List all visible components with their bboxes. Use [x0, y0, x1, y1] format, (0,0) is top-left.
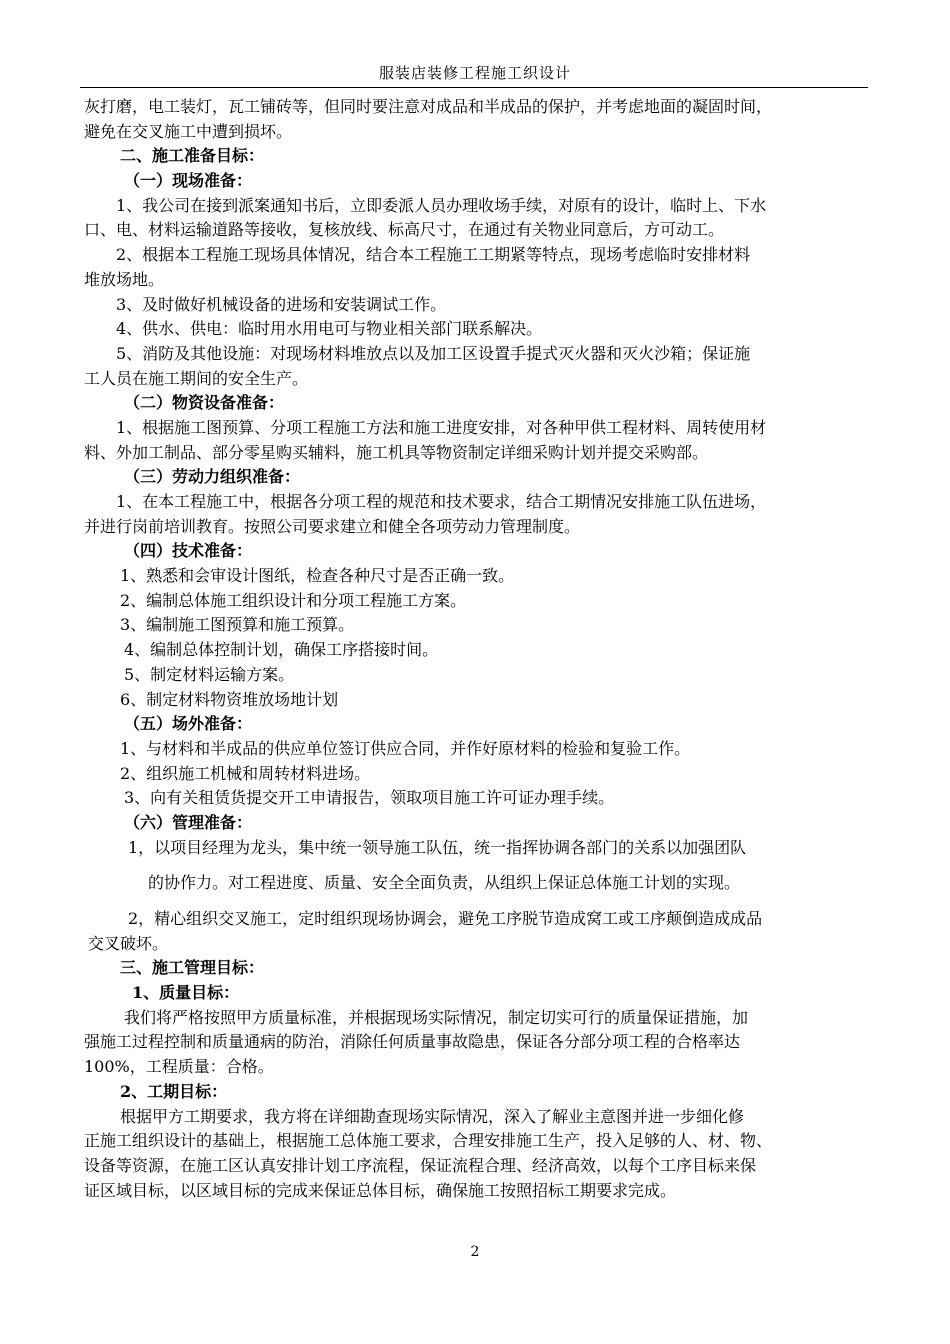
paragraph-line: 正施工组织设计的基础上，根据施工总体施工要求，合理安排施工生产，投入足够的人、材、物、: [84, 1131, 773, 1151]
spacer: [84, 860, 872, 871]
document-body: [84, 95, 872, 1203]
subsection-heading: 2、工期目标：: [120, 1081, 228, 1101]
paragraph-line: 1、与材料和半成品的供应单位签订供应合同，并作好原材料的检验和复验工作。: [120, 738, 691, 758]
paragraph-line: 1、熟悉和会审设计图纸，检查各种尺寸是否正确一致。: [120, 566, 515, 586]
paragraph-line: 2、根据本工程施工现场具体情况，结合本工程施工工期紧等特点，现场考虑临时安排材料: [116, 245, 751, 265]
subsection-heading: （五）场外准备：: [124, 714, 253, 734]
subsection-heading: （一）现场准备：: [124, 171, 253, 191]
paragraph-line: 1，以项目经理为龙头，集中统一领导施工队伍，统一指挥协调各部门的关系以加强团队: [128, 837, 747, 857]
paragraph-line: 证区域目标，以区域目标的完成来保证总体目标，确保施工按照招标工期要求完成。: [84, 1180, 677, 1200]
section-heading: 三、施工管理目标：: [120, 958, 265, 978]
paragraph-line: 4、供水、供电：临时用水用电可与物业相关部门联系解决。: [116, 319, 543, 339]
paragraph-line: 6、制定材料物资堆放场地计划: [120, 689, 339, 709]
page-number: 2: [470, 1244, 480, 1260]
paragraph-line: 3、编制施工图预算和施工预算。: [120, 615, 355, 635]
paragraph-line: 并进行岗前培训教育。按照公司要求建立和健全各项劳动力管理制度。: [84, 516, 581, 536]
subsection-heading: （四）技术准备：: [124, 541, 253, 561]
section-heading: 二、施工准备目标：: [120, 146, 265, 166]
paragraph-line: 100%，工程质量：合格。: [84, 1057, 274, 1077]
paragraph-line: 2、组织施工机械和周转材料进场。: [120, 763, 371, 783]
paragraph-line: 根据甲方工期要求，我方将在详细勘查现场实际情况，深入了解业主意图并进一步细化修: [120, 1106, 745, 1126]
paragraph-line: 堆放场地。: [84, 269, 165, 289]
header-rule: [80, 87, 868, 88]
paragraph-line: 我们将严格按照甲方质量标准，并根据现场实际情况，制定切实可行的质量保证措施，加: [124, 1007, 749, 1027]
paragraph-line: 1、根据施工图预算、分项工程施工方法和施工进度安排，对各种甲供工程材料、周转使用材: [116, 417, 767, 437]
subsection-heading: （六）管理准备：: [124, 812, 253, 832]
paragraph-line: 1、在本工程施工中，根据各分项工程的规范和技术要求，结合工期情况安排施工队伍进场，: [116, 492, 767, 511]
paragraph-line: 3、及时做好机械设备的进场和安装调试工作。: [116, 294, 447, 314]
subsection-heading: （二）物资设备准备：: [124, 393, 285, 413]
paragraph-line: 口、电、材料运输道路等接收，复核放线、标高尺寸，在通过有关物业同意后，方可动工。: [84, 220, 725, 240]
paragraph-line: 避免在交叉施工中遭到损坏。: [84, 121, 293, 141]
paragraph-line: 4、编制总体控制计划，确保工序搭接时间。: [124, 640, 439, 660]
paragraph-line: 工人员在施工期间的安全生产。: [84, 368, 309, 388]
paragraph-line: 的协作力。对工程进度、质量、安全全面负责，从组织上保证总体施工计划的实现。: [148, 873, 741, 893]
paragraph-line: 5、消防及其他设施：对现场材料堆放点以及加工区设置手提式灭火器和灭火沙箱；保证施: [116, 343, 751, 363]
running-header: 服装店装修工程施工织设计: [378, 64, 571, 82]
paragraph-line: 设备等资源，在施工区认真安排计划工序流程，保证流程合理、经济高效，以每个工序目标来保: [84, 1155, 757, 1175]
paragraph-line: 强施工过程控制和质量通病的防治，消除任何质量事故隐患，保证各分部分项工程的合格率达: [84, 1032, 741, 1052]
paragraph-line: 3、向有关租赁货提交开工申请报告，领取项目施工许可证办理手续。: [124, 788, 615, 808]
paragraph-line: 2，精心组织交叉施工，定时组织现场协调会，避免工序脱节造成窝工或工序颠倒造成成品: [128, 909, 763, 928]
subsection-heading: 1、质量目标：: [132, 983, 240, 1003]
paragraph-line: 灰打磨，电工装灯，瓦工铺砖等，但同时要注意对成品和半成品的保护，并考虑地面的凝固时间，: [84, 97, 773, 116]
subsection-heading: （三）劳动力组织准备：: [124, 467, 301, 487]
paragraph-line: 1、我公司在接到派案通知书后，立即委派人员办理收场手续，对原有的设计，临时上、下水: [116, 195, 767, 215]
paragraph-line: 2、编制总体施工组织设计和分项工程施工方案。: [120, 590, 467, 610]
paragraph-line: 交叉破坏。: [88, 933, 169, 953]
spacer: [84, 896, 872, 907]
paragraph-line: 料、外加工制品、部分零星购买辅料，施工机具等物资制定详细采购计划并提交采购部。: [84, 442, 709, 462]
paragraph-line: 5、制定材料运输方案。: [124, 664, 295, 684]
